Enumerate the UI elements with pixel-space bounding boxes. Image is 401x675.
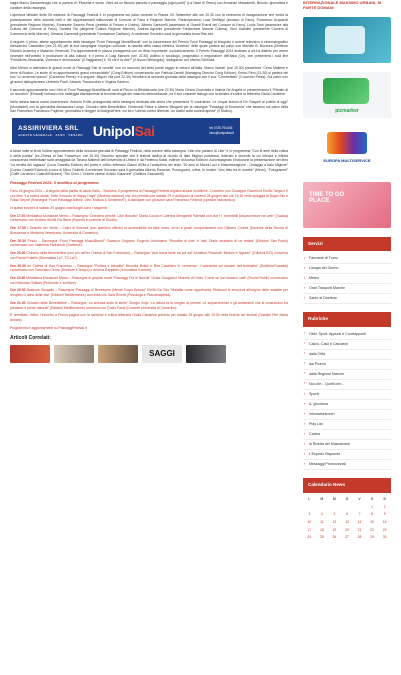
calendar-day[interactable]: 29 (370, 535, 374, 540)
article-paragraph: E' annullato, infine, l'incontro a Fermo-pagina con la scrittrice e critica letteraria Giulia Ciarapica previsto per sabato 29 giugno alle 19.00 nella libreria del festival (Giardini Pier Maria Amiani). (10, 313, 288, 322)
calendar-day[interactable]: 24 (307, 535, 312, 540)
calendar-week (303, 511, 391, 519)
calendar-day[interactable]: 16 (382, 520, 387, 525)
event-description: Mediateca Montanari Memo – Rassegna “Chiedersi perché. Libri filosofici” Diana Cocca e Caterina Mengarelli “Mentati con due H. Incredibili (dis)avventure nel web” (Scalda) conversano con Andrea Gentili Del Bene (Esperto in pratiche di Studio). (10, 213, 288, 223)
event-entry (10, 276, 288, 285)
calendar-week (303, 534, 391, 542)
section-heading: Passaggi Festival 2024: Il modifica al programma (10, 180, 99, 185)
calendar-day[interactable] (353, 503, 366, 511)
calendar-week (303, 503, 391, 511)
calendar-day[interactable]: 23 (382, 527, 387, 532)
ad-brand-part: Unipol (92, 122, 135, 139)
sidebar-banner[interactable] (303, 127, 391, 173)
calendar-day[interactable]: 27 (345, 535, 349, 540)
sidebar-link-servizi[interactable]: › Liturgia del Giorno (303, 264, 391, 274)
sidebar-link-rubrica[interactable]: › Spunti (303, 390, 391, 400)
related-articles (10, 345, 288, 363)
news-calendar (303, 496, 391, 542)
related-thumbnail[interactable] (54, 345, 94, 363)
article-paragraph: In questi incontri di sabato 29 giugno orari/luoghi sono i seguenti: (10, 206, 108, 211)
calendar-day[interactable]: 7 (358, 512, 361, 517)
calendar-day[interactable]: 28 (357, 535, 362, 540)
article-paragraph: L'apertura ufficiale della XII edizione di Passaggi Festival è in programma sul palco centrale in Piazza XX Settembre alle ore 20.30 con la cerimonia di inaugurazione che vedrà la partecipazione delle autorità civili e dei rappresentanti istituzionali di Comune di Fano e Regione Marche. Parteciperanno Luca Serfilippi (sindaco di Fano), Francesco Acquaroli (presidente Regione Marche), Emanuele Saverio Pezzi (prefetto di Pesaro e Urbino), Alberto Santorelli (assessore al Grandi Eventi del Comune di Fano), Lucia Tomi (assessore alla Cultura del Comune di Fano), Daniela Tisi (dirigente Cultura Regione Marche), Andrea Agostini (presidente Fondazione Marche Cultura), Gino Sabatini (presidente Camera di Commercio delle Marche), Gessica Camerlati (presidente Fondazione Carifano). A moderare l'incontro sarà la giornalista Anna Rita Ioni. (10, 13, 288, 36)
related-thumbnail[interactable]: SAGGI (142, 345, 182, 363)
event-description: L'Oratello dei Vente – Calici di Scienza (con aperitivo offerto) la accessibilità tra fake news, errori e giusti comportamenti con Gilberto Corbini (Docente della Scuola di Biosciense e Medicina Veterinaria, Università di Camerino). (10, 226, 288, 235)
calendar-day[interactable]: 10 (307, 520, 312, 525)
banner-label: EUROPA MULTISERVICE (323, 157, 371, 163)
calendar-heading: Calendario News (303, 478, 391, 492)
calendar-day[interactable] (316, 503, 329, 511)
sidebar-link-rubrica[interactable]: › Messaggi Promozionali (303, 460, 391, 470)
sidebar-link-rubrica[interactable]: › L'Esperto Risponde (303, 450, 391, 460)
article-paragraph: Fano 26 giugno 2024 – A seguito della partita di calcio Italia – Svizzera, il programma di Passaggi Festival registra alcune modifiche. L'incontro con Giuseppe Gavelli ed Emilio Targia e Il Lev libro “La nostra storia. Tutto il mondo di Happy Days” (Minerva edizioni) che era previsto per sabato 29 è anticipato al venerdì 28 giugno alle ore 19.30 nella spiaggia di Bagni Elio e Fosso Sejore (Rassegna “Fuori Passaggi Allezio. Libri, Musica & Sentimenti”). A dialogare con gli autori sarà Francesco Federici (speaker radiofonico). (10, 188, 288, 203)
sidebar-link-servizi[interactable]: › Santo al Direttore (303, 294, 391, 304)
event-time: Ore 17.00 (10, 213, 26, 218)
event-entry (10, 264, 288, 273)
ad-brand-assiriviera (18, 125, 83, 138)
event-description: Mediateca Montanari Memo – Rassegna di graphic novel “Passaggi Fra le Nuvole” Giulia Cisogota e Michele di Cecio “Come se non fossimo stati” (Round Robin) conversano con Nicholas Giuliani (Performer e scrittore). (10, 276, 288, 285)
calendar-day[interactable]: 25 (319, 535, 324, 540)
calendar-day[interactable]: 13 (345, 520, 349, 525)
calendar-day[interactable]: 5 (333, 512, 336, 517)
related-thumbnail[interactable] (10, 345, 50, 363)
phone-graphic (325, 26, 365, 54)
sidebar-link-rubrica[interactable]: › dalla Regione Marche (303, 370, 391, 380)
calendar-weekday: V (358, 497, 361, 502)
sidebar-link-servizi[interactable]: › Orari Trasporti Marche (303, 284, 391, 294)
event-entry (10, 226, 288, 235)
sidebar-banner[interactable] (303, 17, 391, 63)
sidebar-link-rubrica[interactable]: › Obbl. Sport, Appunti e Contrappunti (303, 330, 391, 340)
sidebar-link-rubrica[interactable]: › Play List (303, 420, 391, 430)
event-entry (10, 288, 288, 297)
event-time: Ore 21.00 (10, 300, 26, 305)
event-entry (10, 239, 288, 248)
related-articles-title: Articoli Correlati: (10, 335, 51, 342)
servizi-heading: Servizi (303, 237, 391, 251)
calendar-day[interactable]: 20 (345, 527, 349, 532)
sidebar-link-rubrica[interactable]: › dalla Città (303, 350, 391, 360)
calendar-day[interactable]: 4 (320, 512, 323, 517)
sidebar-link-rubrica[interactable]: › infomarketzone! (303, 410, 391, 420)
calendar-day[interactable]: 1 (371, 504, 374, 509)
servizi-list (303, 254, 391, 304)
calendar-day[interactable]: 15 (370, 520, 374, 525)
sidebar-link-rubrica[interactable]: › Noi che... Quelli che... (303, 380, 391, 390)
sidebar-top-caption[interactable]: INTERNAZIONALE MASSIMO URBANI, SI PARTE DOMANI (303, 0, 382, 11)
ad-brand-subtitle: AGENTE GENERALE · FANO · PESARO (18, 133, 83, 138)
article-paragraph: Nella stessa fascia oraria ricorreranno: Antonio Polito protagonista della rassegna dedicata alla storia che presenterà “Il costruttore. Le cinque lezioni di De Gasperi ai politici di oggi” (Mondadori) con la giornalista Alessandra Longo. Chiostro delle Benedettine, Emanuele Felice e Alberto Mingardi per la rassegna “Passaggi di Economia” che saranno sul palco della San Francesco Francesco Pugliese, giornalista e blogger di BolognaFiere, col loro “Liberal contro liberista. Un duello sulla società aperta” (Il Mulino). (10, 100, 288, 114)
ad-contact (209, 126, 234, 136)
ad-brand-unipolsai (93, 122, 155, 141)
calendar-day[interactable]: 9 (383, 512, 386, 517)
calendar-day[interactable]: 11 (320, 520, 324, 525)
event-description: ex Chiesa di San Francesco – Rassegna “Politica e Attualità” Brunella Bolloli e Rita Cavallaro “Il 'vermenso'. Controtutta sui dossier dell'Antimafia” (Bulldhim/Castaldi) conversano con Tommaso Cerno (Direttore Il Tempo) e Andrea Zappitelli (Giornalista Corriere). (10, 263, 288, 273)
article-body (10, 1, 288, 363)
calendar-day[interactable]: 6 (346, 512, 348, 517)
calendar-day[interactable] (303, 503, 316, 511)
sidebar-banner[interactable] (303, 72, 391, 118)
article-paragraph: Il secondo appuntamento con i libri di 'Fuori Passaggi MusicBiscuit' sarà al Pincio: la Bibliotecaria (ore 22.30) Maria Chiara Cicciolella e Valeria De Angelis ci presenteranno il “Ritratto di un ricordino” (Einaudi) romanzo che tratteggia attentamente la fenomenologia del maschio eterosessuale, ed il suo costante dialogo con la sinistra d'ordine la letteraria Giulia Cavaliere. (10, 87, 288, 97)
calendar-weekday: M (332, 497, 336, 502)
article-paragraph: A seguire, il primo, attese appuntamento della rassegna “Fuori Passaggi MusicBiscuit” con la conversione del Premio Fuori Passaggi al fotografo e autore televisivo e cinematografico Alessandro Castaldino (ore 21.30) per la sua campagna: impegno culturale: la nascita della cassa elettrica 'Accendo' delle quale parlerà sul palco con Michele B. Buonora (Direttore Edizioni Accento) e Massimo Vimercati, Tra appuntamenti in piazza protagonisti con un ritmo importante, iconomicamente. Il Premio Passaggi 2024 dedicato a chi ha distinto per vivere neomare nell'ambito e produzione di alta cultura, è il primo a Luigi Mancini (ore 22.30) politico e sociologo, pragmatico e negoziatore dell'Italia (Ce), che presenterà i suoi libri “Pollobiche-Sessualità, Violenza e democrazia” (Il Saggiatore) e “Di chi è la vita?” (Il Nuovo Melangolo), dialogando con Marino Sinibaldi. (10, 39, 288, 63)
calendar-week (303, 519, 391, 527)
ad-email: fano@unipolsai.it (209, 131, 234, 136)
calendar-day[interactable]: 22 (370, 527, 374, 532)
event-time: Ore 20.30 (10, 251, 26, 256)
related-thumbnail[interactable] (98, 345, 138, 363)
calendar-weekday: L (308, 497, 311, 502)
sidebar-link-rubrica[interactable]: › la Ricetta del Mascalzone (303, 440, 391, 450)
sidebar-link-rubrica[interactable]: › dal Piceno (303, 360, 391, 370)
event-time: Ore 20.30 (10, 288, 26, 293)
ad-brand-name: ASSIRIVIERA SRL (18, 124, 79, 132)
related-thumbnail[interactable] (186, 345, 226, 363)
calendar-day[interactable]: 8 (371, 512, 374, 517)
event-entry (10, 214, 288, 223)
event-time: Ore 20.30 (10, 238, 26, 243)
advertisement-banner[interactable] (12, 118, 240, 144)
calendar-day[interactable]: 30 (382, 535, 387, 540)
calendar-day[interactable]: 14 (357, 520, 362, 525)
sidebar-banner[interactable] (303, 182, 391, 228)
ad-phone: tel 0735.791436 (209, 126, 233, 131)
sidebar-link-rubrica[interactable]: › A. gecoltura (303, 400, 391, 410)
calendar-day[interactable]: 3 (308, 512, 311, 517)
event-description: Pincio – Rassegna “Fuori Passaggi MusicBiscuit” Gianluca Grignani, Eugenio Andrioamo “Rosalba di cioè 'n' fatti. Diario stradario di un artista” (Edizioni San Paolo) conversano con Valentina Farinaccio (Scrittrice). (10, 238, 288, 248)
app-graphic (323, 78, 369, 104)
calendar-day[interactable]: 17 (307, 527, 312, 532)
rubriche-heading: Rubriche (303, 312, 391, 326)
calendar-day[interactable]: 19 (332, 527, 337, 532)
event-time: Ore 20.30 (10, 276, 26, 281)
calendar-day[interactable]: 26 (332, 535, 337, 540)
calendar-week (303, 526, 391, 534)
calendar-day[interactable]: 12 (332, 520, 337, 525)
calendar-weekday: D (383, 497, 386, 502)
banner-label: pizmarker (335, 107, 359, 114)
article-paragraph: sagra Marco Santambrogio che ci parlerà di “Filosofia e storia. Vieni da un filosofo piaciuto e passeggia (ogni poeti)” (La Nave di Teseo) con Armando Massarenti, filosofo, giornalista e curatore della rassegna. (10, 1, 288, 10)
sidebar-link-rubrica[interactable]: › Cactus (303, 430, 391, 440)
event-list (10, 214, 288, 310)
event-description: Bastione Sangallo – Rassegna “Passaggi di Benessere (Mente Corpo Anima)” Emilio Da Tolo “Malattia come opportunità. Ridiscuoi le emozioni all'origine delle malattie per recupero il dono della vita” (Edizioni Mediterranee) conversa con Sara Rinzoli (Psicologa e Psicoterapeuta). (10, 288, 288, 298)
banner-label: TIME TO GO PLACE (309, 191, 345, 205)
article-paragraph: Alba Menco si attenderà le grandi novel di Passaggi Fair le novelle' con un racconto del lento ponte raggio in mezzo all'Italia. Marco Vanner (ore 19.30) presenterà “Certo Maltese e Irene di Boston. Le storie di un appuntamento grand irrinunciabile” (Cong Editore) conversando con Patrizia Zanotti (Managing Director Cong Editore); Enrico Pirro (21.30) si parlerà del suo “Lo schermo bianco” (Coccinino Press); e a seguire, Miguel Vila (ore 22.30) introdurrà la seconda giornata della rassegna con il suo “Cornfortbles” (Coconino Press). Sul palco con gli autori dialogheranno Umberto Ponti, Aleardo Trasciocchio e Virginia Santoro. (10, 66, 288, 84)
sidebar-link-rubrica[interactable]: › Calcio, Calci e Calciatori (303, 340, 391, 350)
event-time: Ore 20.30 (10, 263, 26, 268)
article-paragraph: A tarda notte si terrà l'ultimo appuntamento della seconda giornata di Passaggi Festival, nella cornice della rassegna “Libri che parlano di Libri” è in programma “Con le armi della critica e della poesia” (ex-Chiesa di San Francesco, ore 20.30) l'incontro speciale che il festival dedica al ricordo di Italo Migliori puddessa, letterato e docente la cui intensa e infinita conoscenza intellettuale sarà omaggiata da Tiziana Matteoli dell'Università di Urbino e da Federica Sassi, editrice di Acrasa Edizioni. Accompagnato l'inclusione la presentazione del libro “La sentita del ragazzo” (Luca Gravallo Editore) del poeta e critico letterario Gianni d'Elia a l'anteprima del testo “30 anni di Marini Luzi e Massimoragione - Omaggio a Italo Migliore” (Contro Castelli Edizioni) a cura di Mirco Giulietti. A moderare l'incontro sarà il giornalista Alberto Pancrazi. Proseguono, infine, le mostre “Uno letto tra le novelle” (Meno), “Fotogrammi” (Coffè Carolina e Castrol/Edizione) “Tito Chini. L'Oriente cinese di Aldo Giazzone” (Galleria Gazzaretti). (10, 149, 288, 177)
calendar-weekday: S (370, 497, 374, 502)
calendar-weekday: M (320, 497, 324, 502)
event-description: Chiostro delle Benedettine (non più nell'ex Chiesa di San Francesco) – Rassegna “Una storia tante tra poi sai” Annalisa Presciutti “Modice e Ngiurini” (Edizioni E/O) conversa con Flavia Fratello (Giornalista La7, TG La7). (10, 251, 288, 260)
rubriche-list (303, 330, 391, 471)
event-time: Ore 17.00 (10, 226, 26, 231)
calendar-day[interactable]: 18 (319, 527, 324, 532)
calendar-day[interactable] (341, 503, 354, 511)
ad-brand-part: Sai (134, 122, 155, 139)
calendar-weekday: G (345, 497, 349, 502)
calendar-day[interactable]: 2 (383, 504, 386, 509)
calendar-day[interactable] (328, 503, 341, 511)
sidebar (303, 0, 391, 541)
article-paragraph: Programma e aggiornamenti su PassaggiFestival.it (10, 325, 87, 330)
event-entry (10, 251, 288, 260)
event-description: Chiostro delle Benedettine – Rassegna “La scienza sotto le stelle” Giorgio Volpi “La natura fa tu meglio: ai primati. Le sopravvivenze e gli andamenti che si consumano tra predatori e prede naturali” (Edizioni Mediterranee) conversa con Guido Favia (Docente Università di Camerino). (10, 300, 288, 310)
event-entry (10, 301, 288, 310)
sidebar-link-servizi[interactable]: › Farmacie di Turno (303, 254, 391, 264)
calendar-day[interactable]: 21 (357, 527, 362, 532)
logo-graphic (327, 132, 367, 154)
sidebar-link-servizi[interactable]: › Meteo (303, 274, 391, 284)
